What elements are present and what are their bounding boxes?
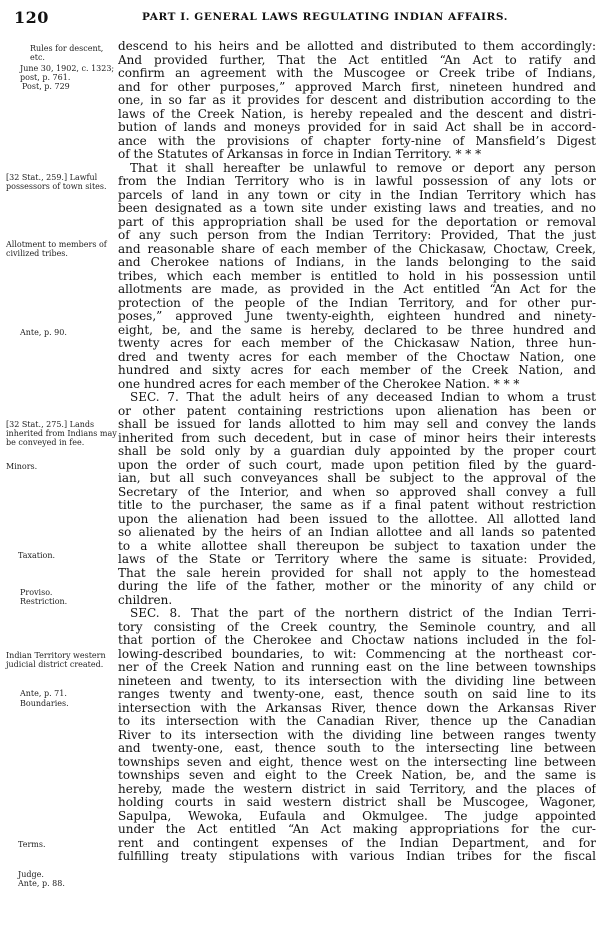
text-line: ranges twenty and twenty-one, east, thence south on said line to its (118, 688, 596, 701)
text-line: SEC. 8. That the part of the northern district of the Indian Terri- (130, 607, 596, 620)
text-line: so alienated by the heirs of an Indian allottee and all lands so patented (118, 526, 596, 539)
text-line: allotments are made, as provided in the Act entitled “An Act for the (118, 283, 596, 296)
text-line: shall be sold only by a guardian duly appointed by the proper court (118, 445, 596, 458)
text-line: And provided further, That the Act entitled “An Act to ratify and (118, 53, 596, 67)
text-line: laws of the State or Territory where the same is situate: Provided, (118, 553, 596, 566)
text-line: fulfilling treaty stipulations with various Indian tribes for the fiscal (118, 850, 596, 863)
margin-note: [32 Stat., 259.] Lawful possessors of town sites. (6, 173, 107, 191)
margin-note: Judge. (18, 870, 44, 879)
text-line: upon the alienation had been issued to the allottee. All allotted land (118, 512, 596, 526)
text-line: been designated as a town site under existing laws and treaties, and no (118, 202, 596, 215)
text-line: townships seven and eight, thence west on the intersecting line between (118, 755, 596, 769)
text-line: twenty acres for each member of the Chickasaw Nation, three hun- (118, 337, 596, 350)
text-line: Secretary of the Interior, and when so approved shall convey a full (118, 485, 596, 499)
text-line: title to the purchaser, the same as if a final patent without restriction (118, 499, 596, 512)
text-line: tory consisting of the Creek country, the Seminole country, and all (118, 620, 596, 634)
text-line: intersection with the Arkansas River, thence down the Arkansas River (118, 701, 596, 715)
margin-note: [32 Stat., 275.] Lands inherited from Indians may be conveyed in fee. (6, 420, 117, 447)
page-number: 120 (14, 8, 49, 27)
text-line: or other patent containing restrictions upon alienation has been or (118, 404, 596, 418)
text-line: upon the order of such court, made upon petition filed by the guard- (118, 458, 596, 472)
margin-note: Taxation. (18, 551, 56, 560)
text-line: River to its intersection with the dividing line between ranges twenty (118, 728, 596, 742)
text-line: holding courts in said western district shall be Muscogee, Wagoner, (118, 796, 596, 809)
margin-note: Indian Territory western judicial district created. (6, 651, 106, 669)
text-line: that portion of the Cherokee and Choctaw nations included in the fol- (118, 634, 596, 647)
text-line: laws of the Creek Nation, is hereby repealed and the descent and distri- (118, 107, 596, 121)
text-line: descend to his heirs and be allotted and distributed to them accordingly: (118, 40, 596, 53)
margin-note: Allotment to members of civilized tribes. (6, 240, 107, 258)
text-line: to a white allottee shall thereupon be subject to taxation under the (118, 539, 596, 553)
text-line: ance with the provisions of chapter forty-nine of Mansfield’s Digest (118, 134, 596, 148)
text-line: and twenty-one, east, thence south to the intersecting line between (118, 742, 596, 755)
text-line: ian, but all such conveyances shall be subject to the approval of the (118, 472, 596, 485)
text-line: dred and twenty acres for each member of the Choctaw Nation, one (118, 350, 596, 364)
text-line: and Cherokee nations of Indians, in the lands belonging to the said (118, 256, 596, 269)
margin-note: Minors. (6, 462, 38, 471)
text-line: children. (118, 593, 173, 607)
margin-note: Ante, p. 90. (20, 328, 67, 337)
margin-note: Boundaries. (20, 699, 69, 708)
text-line: of any such person from the Indian Territory: Provided, That the just (118, 229, 596, 242)
text-line: bution of lands and moneys provided for in said Act shall be in accord- (118, 121, 596, 134)
text-line: under the Act entitled “An Act making appropriations for the cur- (118, 823, 596, 836)
margin-note: Terms. (18, 840, 46, 849)
text-line: one hundred acres for each member of the Cherokee Nation. * * * (118, 377, 520, 391)
text-line: That it shall hereafter be unlawful to remove or deport any person (130, 161, 596, 175)
text-line: inherited from such decedent, but in case of minor heirs their interests (118, 431, 596, 445)
margin-note: Ante, p. 88. (18, 879, 65, 888)
text-line: townships seven and eight to the Creek Nation, be, and the same is (118, 769, 596, 782)
text-line: ner of the Creek Nation and running east on the line between townships (118, 661, 596, 674)
text-line: from the Indian Territory who is in lawful possession of any lots or (118, 175, 596, 188)
text-line: during the life of the father, mother or the minority of any child or (118, 580, 596, 593)
text-line: one, in so far as it provides for descent and distribution according to the (118, 94, 596, 107)
text-line: confirm an agreement with the Muscogee or Creek tribe of Indians, (118, 67, 596, 80)
body-text (118, 40, 596, 864)
page-header (14, 8, 592, 28)
text-line: protection of the people of the Indian Territory, and for other pur- (118, 296, 596, 310)
margin-note: June 30, 1902, c. 1323; post, p. 761. (20, 64, 115, 82)
text-line: eight, be, and the same is hereby, declared to be three hundred and (118, 323, 596, 337)
text-line: hereby, made the western district in said Territory, and the places of (118, 782, 596, 796)
text-line: That the sale herein provided for shall not apply to the homestead (118, 566, 596, 580)
text-line: poses,” approved June twenty-eighth, eighteen hundred and ninety- (118, 310, 596, 323)
running-head: PART I. GENERAL LAWS REGULATING INDIAN AFFAIRS. (142, 11, 508, 23)
margin-note: Proviso. Restriction. (20, 588, 68, 606)
text-line: shall be issued for lands allotted to him may sell and convey the lands (118, 418, 596, 431)
text-line: SEC. 7. That the adult heirs of any deceased Indian to whom a trust (130, 391, 596, 404)
text-line: hundred and sixty acres for each member of the Creek Nation, and (118, 364, 596, 377)
text-line: of the Statutes of Arkansas in force in Indian Territory. * * * (118, 148, 482, 161)
text-line: tribes, which each member is entitled to hold in his possession until (118, 269, 596, 283)
margin-note: Rules for descent, etc. (30, 44, 104, 62)
margin-note: Ante, p. 71. (20, 689, 67, 698)
text-line: part of this appropriation shall be used for the deportation or removal (118, 215, 596, 229)
text-line: nineteen and twenty, to its intersection with the dividing line between (118, 674, 596, 688)
text-line: lowing-described boundaries, to wit: Commencing at the northeast cor- (118, 647, 596, 661)
text-line: and reasonable share of each member of the Chickasaw, Choctaw, Creek, (118, 242, 596, 256)
text-line: to its intersection with the Canadian River, thence up the Canadian (118, 715, 596, 728)
margin-note: Post, p. 729 (22, 82, 70, 91)
text-line: parcels of land in any town or city in the Indian Territory which has (118, 188, 596, 202)
text-line: Sapulpa, Wewoka, Eufaula and Okmulgee. The judge appointed (118, 809, 596, 823)
text-line: rent and contingent expenses of the Indian Department, and for (118, 836, 596, 850)
text-line: and for other purposes,” approved March first, nineteen hundred and (118, 80, 596, 94)
